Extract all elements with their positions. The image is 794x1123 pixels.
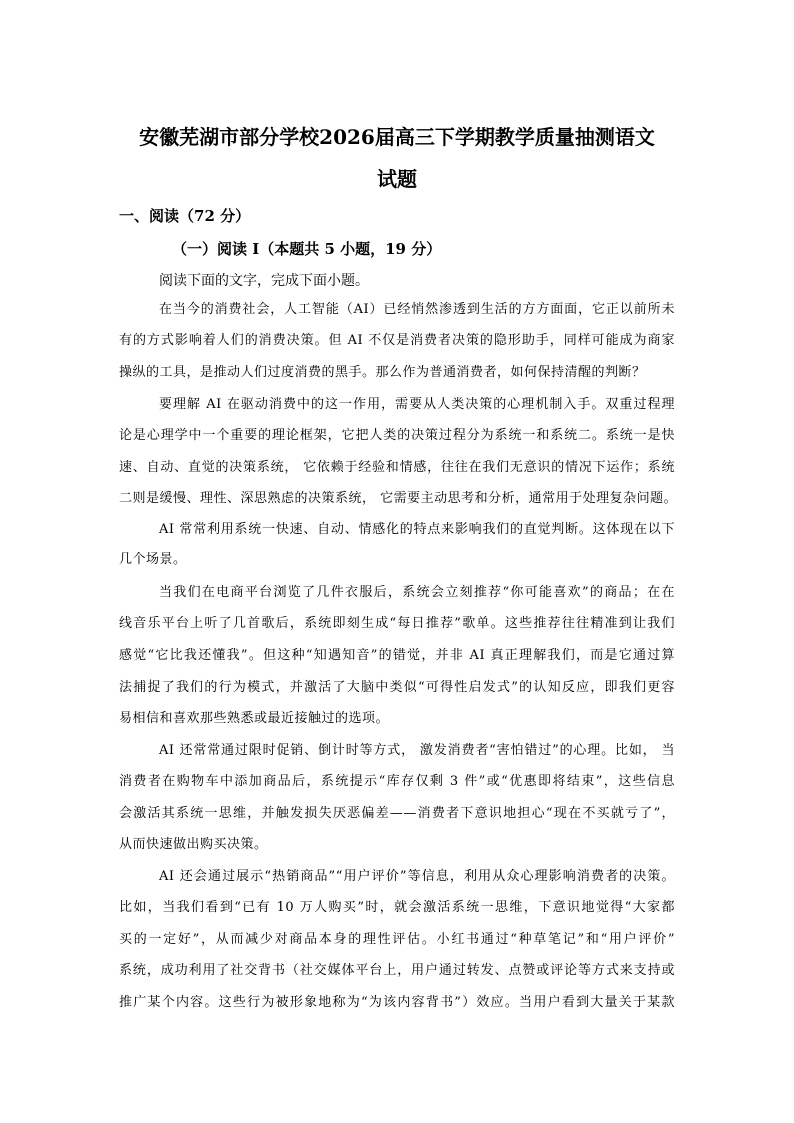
text-line: 几个场景。 bbox=[119, 552, 187, 567]
text-line: 系统，成功利用了社交背书（社交媒体平台上，用户通过转发、点赞或评论等方式来支持或 bbox=[119, 963, 675, 978]
text-line: 有的方式影响着人们的消费决策。但 AI 不仅是消费者决策的隐形助手，同样可能成为商家 bbox=[119, 333, 675, 348]
text-line: 法捕捉了我们的行为模式，并激活了大脑中类似“可得性启发式”的认知反应，即我们更容 bbox=[119, 680, 675, 695]
sub-heading: （一）阅读 I（本题共 5 小题，19 分） bbox=[172, 240, 442, 258]
document-title-line-1: 安徽芜湖市部分学校2026届高三下学期教学质量抽测语文 bbox=[139, 125, 655, 149]
text-line: 当我们在电商平台浏览了几件衣服后，系统会立刻推荐“你可能喜欢”的商品；在在 bbox=[159, 585, 675, 600]
text-line: 推广某个内容。这些行为被形象地称为“为该内容背书”）效应。当用户看到大量关于某款 bbox=[119, 995, 675, 1010]
text-line: 二则是缓慢、理性、深思熟虑的决策系统， 它需要主动思考和分析，通常用于处理复杂问题。 bbox=[119, 491, 678, 506]
text-line: 感觉“它比我还懂我”。但这种“知遇知音”的错觉，并非 AI 真正理解我们，而是它通过算 bbox=[119, 648, 675, 663]
text-line: 要理解 AI 在驱动消费中的这一作用，需要从人类决策的心理机制入手。双重过程理 bbox=[159, 397, 675, 412]
text-line: 易相信和喜欢那些熟悉或最近接触过的选项。 bbox=[119, 711, 390, 726]
text-line: 从而快速做出购买决策。 bbox=[119, 837, 268, 852]
text-line: 速、自动、直觉的决策系统， 它依赖于经验和情感，往往在我们无意识的情况下运作；系统 bbox=[119, 460, 675, 475]
text-line: 论是心理学中一个重要的理论框架，它把人类的决策过程分为系统一和系统二。系统一是快 bbox=[119, 428, 675, 443]
instruction-text: 阅读下面的文字，完成下面小题。 bbox=[159, 273, 369, 289]
text-line: 买的一定好”，从而减少对商品本身的理性评估。小红书通过“种草笔记”和“用户评价” bbox=[119, 932, 675, 947]
text-line: 比如，当我们看到“已有 10 万人购买”时，就会激活系统一思维，下意识地觉得“大家都 bbox=[119, 900, 675, 915]
text-line: AI 还会通过展示“热销商品”“用户评价”等信息，利用从众心理影响消费者的决策。 bbox=[159, 869, 675, 884]
text-line: 操纵的工具，是推动人们过度消费的黑手。那么作为普通消费者，如何保持清醒的判断？ bbox=[119, 365, 646, 380]
section-heading: 一、阅读（72 分） bbox=[119, 207, 251, 225]
text-line: 在当今的消费社会，人工智能（AI）已经悄然渗透到生活的方方面面，它正以前所未 bbox=[159, 302, 675, 317]
text-line: 会激活其系统一思维，并触发损失厌恶偏差——消费者下意识地担心“现在不买就亏了”， bbox=[119, 806, 675, 821]
text-line: AI 常常利用系统一快速、自动、情感化的特点来影响我们的直觉判断。这体现在以下 bbox=[159, 522, 675, 537]
document-title-line-2: 试题 bbox=[377, 167, 417, 191]
text-line: 线音乐平台上听了几首歌后，系统即刻生成“每日推荐”歌单。这些推荐往往精准到让我们 bbox=[119, 616, 675, 631]
text-line: AI 还常常通过限时促销、倒计时等方式， 激发消费者“害怕错过”的心理。比如， 当 bbox=[159, 743, 675, 758]
text-line: 消费者在购物车中添加商品后，系统提示“库存仅剩 3 件”或“优惠即将结束”，这些信息 bbox=[119, 774, 675, 789]
